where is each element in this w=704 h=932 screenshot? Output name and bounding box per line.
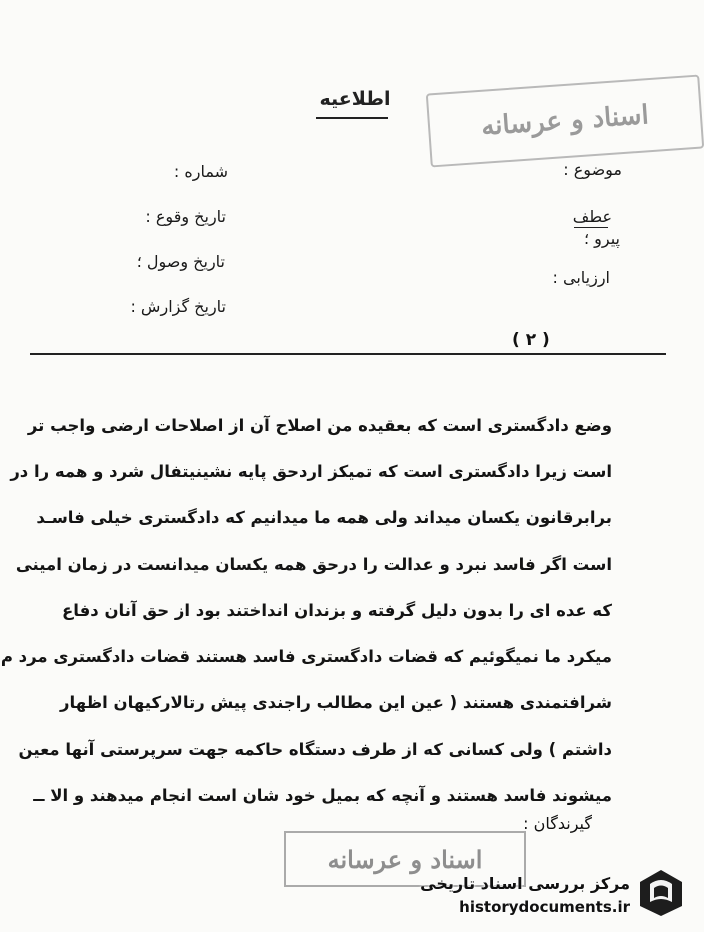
title-underline <box>316 117 388 119</box>
document-title: اطلاعیه <box>319 88 391 110</box>
watermark-title: مرکز بررسی اسناد تاریخی <box>420 874 630 893</box>
reference-divider <box>574 227 608 228</box>
body-line: است زیرا دادگستری است که تمیکز اردحق پایه نشینیتفال شرد و همه را در <box>10 462 612 481</box>
page-number: ( ۲ ) <box>512 330 550 350</box>
recipients-label: گیرندگان : <box>523 814 592 833</box>
body-line: میکرد ما نمیگوئیم که قضات دادگستری فاسد هستند قضات دادگستری مرد م <box>0 647 612 666</box>
body-line: است اگر فاسد نبرد و عدالت را درحق همه یکسان میدانست در زمان امینی <box>15 555 612 574</box>
body-line: وضع دادگستری است که بعقیده من اصلاح آن از اصلاحات ارضی واجب تر <box>27 416 612 435</box>
header-divider <box>30 353 666 355</box>
evaluation-label: ارزیابی : <box>552 268 610 287</box>
watermark-url[interactable]: historydocuments.ir <box>459 898 630 916</box>
occurrence-date-label: تاریخ وقوع : <box>145 207 226 226</box>
archive-stamp-top: اسناد و عرسانه <box>426 75 704 168</box>
report-date-label: تاریخ گزارش : <box>130 297 226 316</box>
body-line: میشوند فاسد هستند و آنچه که بمیل خود شان است انجام میدهند و الا ــ <box>33 786 612 805</box>
subject-label: موضوع : <box>563 160 622 179</box>
reference-label: عطف <box>572 207 612 226</box>
archive-logo-icon <box>638 868 684 918</box>
followup-label: پیرو ؛ <box>583 229 620 248</box>
body-line: که عده ای را بدون دلیل گرفته و بزندان انداختند بود از حق آنان دفاع <box>61 601 612 620</box>
body-line: شرافتمندی هستند ( عین این مطالب راجندی پیش رتالارکیهان اظهار <box>60 693 612 712</box>
body-line: برابرقانون یکسان میداند ولی همه ما میدانیم که دادگستری خیلی فاسـد <box>36 508 612 527</box>
number-label: شماره : <box>173 162 228 181</box>
receipt-date-label: تاریخ وصول ؛ <box>136 252 225 271</box>
archive-stamp-bottom: اسناد و عرسانه <box>284 831 526 887</box>
body-line: داشتم ) ولی کسانی که از طرف دستگاه حاکمه جهت سرپرستی آنها معین <box>18 740 612 759</box>
